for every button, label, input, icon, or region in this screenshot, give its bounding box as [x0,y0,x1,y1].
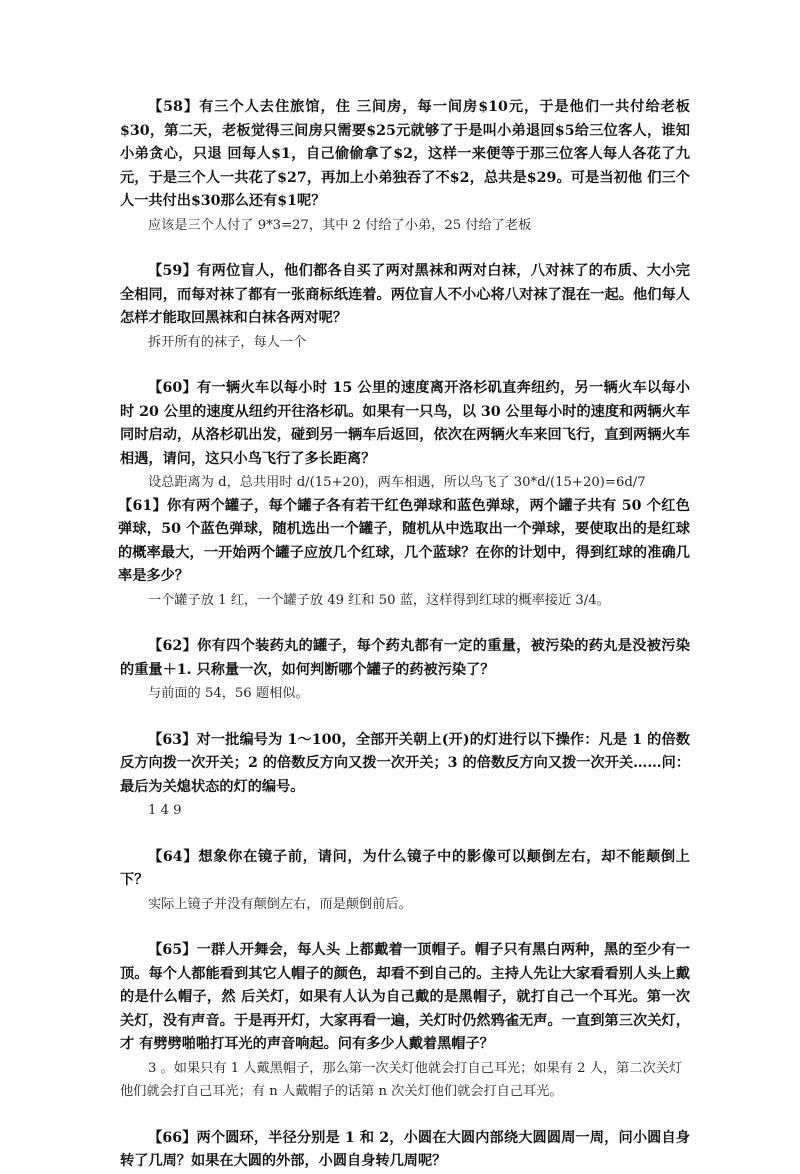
question-61: 【61】你有两个罐子，每个罐子各有若干红色弹球和蓝色弹球，两个罐子共有 50 个红色弹球，50 个蓝色弹球，随机选出一个罐子，随机从中选取出一个弹球，要使取出的是红球的概率最大，一开始两个罐子应放几个红球，几个蓝球？在你的计划中，得到红球的准确几率是多少？ [118,497,690,584]
document-page [120,96,690,1174]
question-59: 【59】有两位盲人，他们都各自买了两对黑袜和两对白袜，八对袜了的布质、大小完全相同，而每对袜了都有一张商标纸连着。两位盲人不小心将八对袜了混在一起。他们每人怎样才能取回黑袜和白袜各两对呢？ [120,263,690,326]
question-63: 【63】对一批编号为 1～100，全部开关朝上(开)的灯进行以下操作：凡是 1 的倍数反方向拨一次开关；2 的倍数反方向又拨一次开关；3 的倍数反方向又拨一次开关……问：最后为关熄状态的灯的编号。 [120,731,690,795]
answer-63: 1 4 9 [148,803,182,818]
answer-59: 拆开所有的袜子，每人一个 [148,334,307,350]
question-66: 【66】两个圆环，半径分别是 1 和 2，小圆在大圆内部绕大圆圆周一周，问小圆自身转了几周？如果在大圆的外部，小圆自身转几周呢？ [120,1129,690,1169]
question-60: 【60】有一辆火车以每小时 15 公里的速度离开洛杉矶直奔纽约，另一辆火车以每小时 20 公里的速度从纽约开往洛杉矶。如果有一只鸟，以 30 公里每小时的速度和两辆火车同时启动，从洛杉矶出发，碰到另一辆车后返回，依次在两辆火车来回飞行，直到两辆火车相遇，请问，这只小鸟飞行了多长距离？ [120,380,690,467]
question-62: 【62】你有四个装药丸的罐子，每个药丸都有一定的重量，被污染的药丸是没被污染的重量＋1. 只称量一次，如何判断哪个罐子的药被污染了？ [120,638,690,678]
question-65: 【65】一群人开舞会，每人头 上都戴着一顶帽子。帽子只有黑白两种，黑的至少有一顶。每个人都能看到其它人帽子的颜色，却看不到自己的。主持人先让大家看看别人头上戴的是什么帽子，然 后关灯，如果有人认为自己戴的是黑帽子，就打自己一个耳光。第一次关灯，没有声音。于是再开灯，大家再看一遍，关灯时仍然鸦雀无声。一直到第三次关灯，才 有劈劈啪啪打耳光的声音响起。问有多少人戴着黑帽子？ [120,942,690,1052]
answer-61: 一个罐子放 1 红，一个罐子放 49 红和 50 蓝，这样得到红球的概率接近 3/4。 [148,592,610,608]
question-58: 【58】有三个人去住旅馆，住 三间房，每一间房$10元，于是他们一共付给老板$30，第二天，老板觉得三间房只需要$25元就够了于是叫小弟退回$5给三位客人，谁知小弟贪心，只退 回每人$1，自己偷偷拿了$2，这样一来便等于那三位客人每人各花了九元，于是三个人一共花了$27，再加上小弟独吞了不$2，总共是$29。可是当初他 们三个人一共付出$30那么还有$1呢？ [120,99,690,209]
answer-60: 设总距离为 d，总共用时 d/(15+20)，两车相遇，所以鸟飞了 30*d/(15+20)=6d/7 [148,475,646,490]
answer-64: 实际上镜子并没有颠倒左右，而是颠倒前后。 [148,896,412,912]
answer-65: 3 。如果只有 1 人戴黑帽子，那么第一次关灯他就会打自己耳光；如果有 2 人，第二次关灯他们就会打自己耳光；有 n 人戴帽子的话第 n 次关灯他们就会打自己耳光。 [120,1060,683,1099]
answer-62: 与前面的 54，56 题相似。 [148,686,309,701]
question-64: 【64】想象你在镜子前，请问，为什么镜子中的影像可以颠倒左右，却不能颠倒上下？ [120,848,690,888]
answer-58: 应该是三个人付了 9*3=27，其中 2 付给了小弟，25 付给了老板 [148,217,532,233]
